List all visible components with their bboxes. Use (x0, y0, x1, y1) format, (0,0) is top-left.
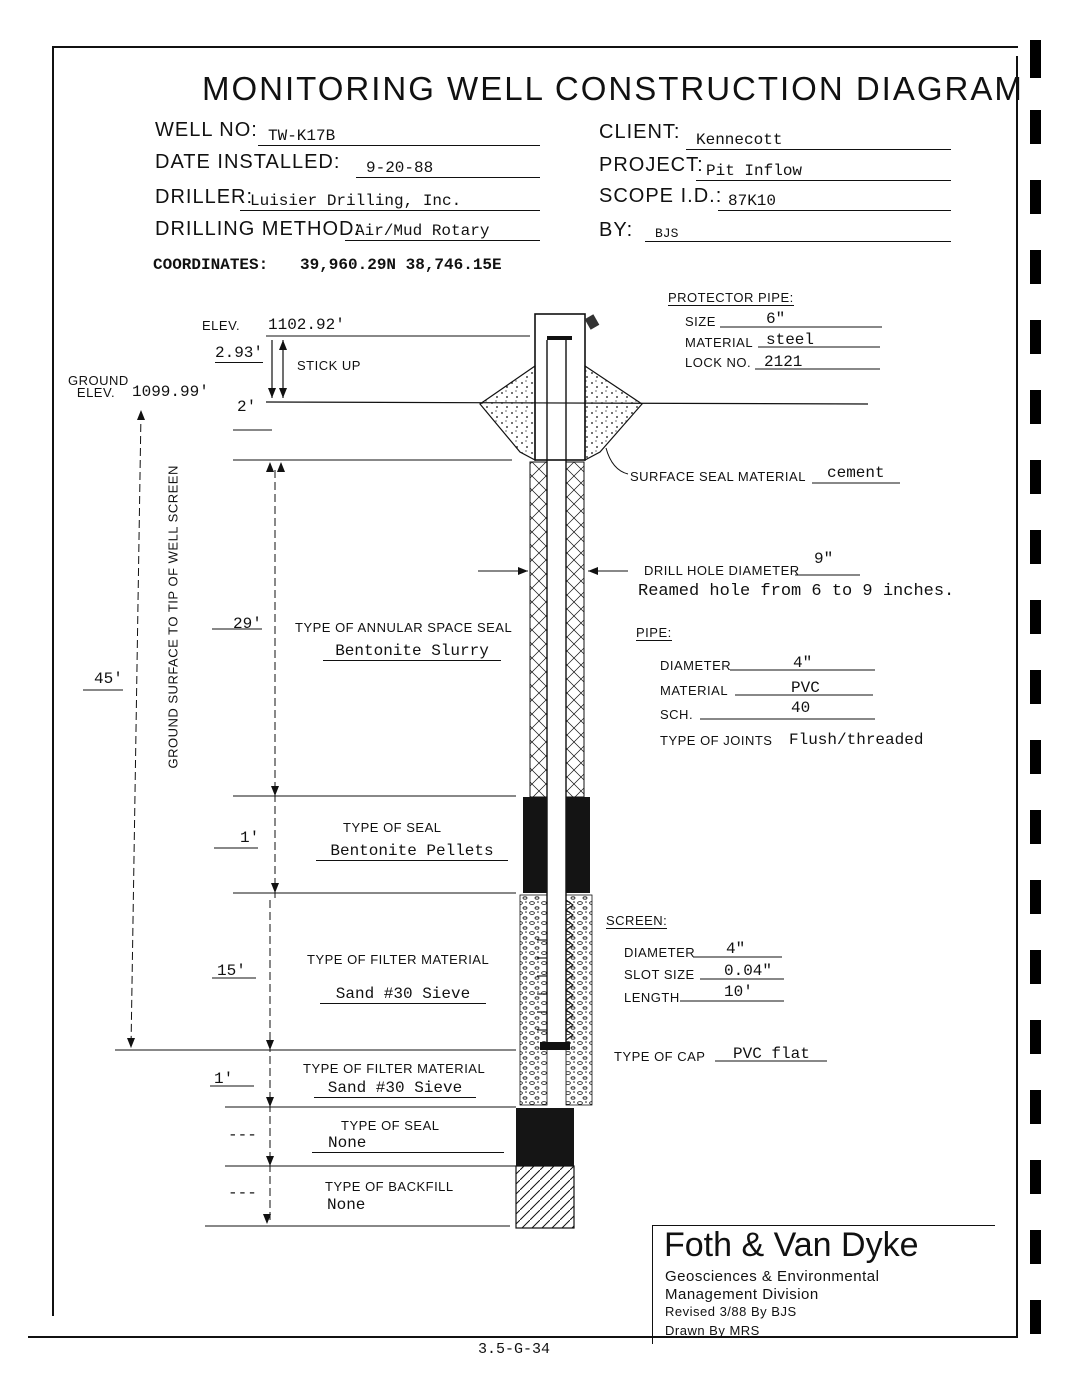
bentonite-pellet-seal (523, 797, 547, 893)
layer-label-seal-lower: TYPE OF SEAL (341, 1118, 440, 1133)
layer-label-backfill: TYPE OF BACKFILL (325, 1179, 454, 1194)
backfill (516, 1166, 574, 1228)
pipe-sch-value: 40 (791, 699, 811, 717)
protector-size-label: SIZE (685, 314, 716, 329)
layer-depth-filter-lower: 1' (214, 1070, 234, 1088)
drill-hole-value: 9" (814, 550, 834, 568)
method-label: DRILLING METHOD: (155, 218, 362, 240)
cement-surface-seal (480, 366, 642, 460)
protector-lock-value: 2121 (764, 353, 803, 371)
project-value: Pit Inflow (696, 162, 951, 181)
protector-size-value: 6" (766, 310, 786, 328)
layer-depth-seal-lower: --- (228, 1126, 257, 1144)
driller-label: DRILLER: (155, 186, 254, 208)
screen-diameter-label: DIAMETER (624, 945, 696, 960)
by-value: BJS (645, 226, 951, 242)
cap-value: PVC flat (733, 1045, 810, 1063)
page-title: MONITORING WELL CONSTRUCTION DIAGRAM (202, 70, 1024, 107)
pipe-joints-label: TYPE OF JOINTS (660, 733, 773, 748)
pipe-diameter-label: DIAMETER (660, 658, 732, 673)
coords-value: 39,960.29N 38,746.15E (300, 256, 502, 274)
client-label: CLIENT: (599, 121, 681, 143)
bottom-seal (516, 1108, 574, 1166)
layer-label-filter-lower: TYPE OF FILTER MATERIAL (303, 1061, 486, 1076)
project-label: PROJECT: (599, 154, 704, 176)
layer-label-filter: TYPE OF FILTER MATERIAL (307, 952, 490, 967)
layer-depth-pellets: 1' (240, 829, 260, 847)
well-end-cap (540, 1042, 570, 1050)
protector-lock-label: LOCK NO. (685, 355, 752, 370)
surface-seal-label: SURFACE SEAL MATERIAL (630, 469, 806, 484)
coords-label: COORDINATES: (153, 256, 269, 274)
layer-value-filter-lower: Sand #30 Sieve (314, 1079, 476, 1098)
elev-label: ELEV. (202, 318, 241, 333)
ground-elev-value: 1099.99' (132, 383, 209, 401)
layer-value-seal-lower: None (312, 1134, 504, 1153)
pipe-material-value: PVC (791, 679, 820, 697)
drill-hole-note: Reamed hole from 6 to 9 inches. (638, 582, 955, 601)
pipe-sch-label: SCH. (660, 707, 694, 722)
company-line-4: Drawn By MRS (665, 1323, 760, 1338)
client-value: Kennecott (686, 131, 951, 150)
company-line-3: Revised 3/88 By BJS (665, 1304, 797, 1319)
layer-depth-annular: 29' (233, 615, 262, 633)
protector-title: PROTECTOR PIPE: (668, 290, 794, 305)
ground-line (266, 402, 868, 404)
layer-depth-filter: 15' (217, 962, 246, 980)
screen-title: SCREEN: (606, 913, 668, 928)
company-line-1: Geosciences & Environmental (665, 1268, 880, 1285)
screen-diameter-value: 4" (726, 940, 746, 958)
cap-label: TYPE OF CAP (614, 1049, 706, 1064)
filter-sand (520, 895, 547, 1105)
ground-elev-label: GROUND ELEV. (68, 373, 129, 400)
scope-value: 87K10 (718, 192, 951, 211)
annular-space-seal (530, 462, 547, 797)
stickup-value: 2.93' (215, 344, 264, 362)
company-line-2: Management Division (665, 1286, 819, 1303)
elev-value: 1102.92' (268, 316, 345, 334)
date-label: DATE INSTALLED: (155, 151, 341, 173)
protector-material-label: MATERIAL (685, 335, 754, 350)
total-depth-value: 45' (94, 670, 123, 688)
layer-label-annular: TYPE OF ANNULAR SPACE SEAL (295, 620, 513, 635)
page-reference: 3.5-G-34 (478, 1341, 551, 1358)
screen-length-label: LENGTH (624, 990, 680, 1005)
pipe-joints-value: Flush/threaded (789, 731, 924, 749)
well-no-label: WELL NO: (155, 119, 258, 141)
screen-slot-value: 0.04" (724, 962, 773, 980)
company-name: Foth & Van Dyke (664, 1226, 919, 1264)
layer-value-annular: Bentonite Slurry (323, 642, 501, 661)
by-label: BY: (599, 219, 634, 241)
method-value: Air/Mud Rotary (345, 222, 540, 241)
screen-slot-label: SLOT SIZE (624, 967, 695, 982)
surface-seal-value: cement (827, 464, 885, 482)
layer-value-filter: Sand #30 Sieve (320, 985, 486, 1004)
layer-value-pellets: Bentonite Pellets (316, 842, 508, 861)
well-no-value: TW-K17B (258, 127, 540, 146)
scope-label: SCOPE I.D.: (599, 185, 723, 207)
driller-value: Luisier Drilling, Inc. (240, 192, 540, 211)
ground-to-screen-label: GROUND SURFACE TO TIP OF WELL SCREEN (165, 465, 181, 769)
layer-value-backfill: None (327, 1196, 366, 1214)
date-value: 9-20-88 (356, 159, 540, 178)
pipe-diameter-value: 4" (793, 654, 813, 672)
surface-depth-value: 2' (237, 398, 257, 416)
stickup-label: STICK UP (297, 358, 361, 373)
layer-label-pellets: TYPE OF SEAL (343, 820, 442, 835)
protector-material-value: steel (766, 331, 815, 349)
layer-depth-backfill: --- (228, 1184, 257, 1202)
screen-length-value: 10' (724, 983, 753, 1001)
pipe-material-label: MATERIAL (660, 683, 729, 698)
pipe-title: PIPE: (636, 625, 672, 640)
drill-hole-label: DRILL HOLE DIAMETER (644, 563, 800, 578)
